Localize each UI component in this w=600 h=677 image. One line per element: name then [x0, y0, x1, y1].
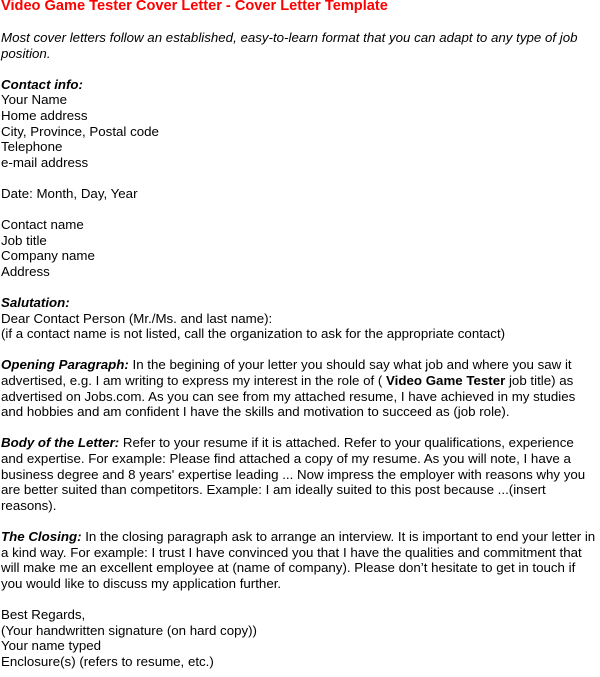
- contact-line-name: Your Name: [1, 92, 68, 108]
- letter-template-body: [1, 30, 599, 669]
- signoff-signature: (Your handwritten signature (on hard copy)): [1, 622, 257, 638]
- intro-paragraph: Most cover letters follow an established, easy-to-learn format that you can adapt to any type of job position.: [1, 30, 578, 61]
- closing-paragraph: [1, 529, 599, 591]
- signoff-regards: Best Regards,: [1, 606, 86, 622]
- salutation-line: Dear Contact Person (Mr./Ms. and last name):: [1, 310, 273, 326]
- closing-heading: The Closing:: [1, 529, 82, 544]
- recipient-contact-name: Contact name: [1, 217, 84, 233]
- recipient-section: [1, 217, 599, 279]
- body-heading: Body of the Letter:: [1, 435, 120, 451]
- salutation-note: (if a contact name is not listed, call the organization to ask for the appropriate contact): [1, 326, 506, 342]
- contact-line-telephone: Telephone: [1, 139, 63, 155]
- body-text: Refer to your resume if it is attached. Refer to your qualifications, experience and expertise. For example: Please find attached a copy of my resume. As you will note, I have a business degree and 8 years' expertise leading ... Now impress the employer with reasons why you are better suited than competitors. Example: I am ideally suited to this post because ...(insert reasons).: [1, 435, 586, 513]
- opening-paragraph: [1, 357, 599, 419]
- contact-line-email: e-mail address: [1, 154, 89, 170]
- signoff-name-typed: Your name typed: [1, 638, 102, 654]
- salutation-section: [1, 295, 599, 342]
- page-title: Video Game Tester Cover Letter - Cover Letter Template: [1, 0, 388, 14]
- signoff-enclosures: Enclosure(s) (refers to resume, etc.): [1, 653, 214, 669]
- recipient-job-title: Job title: [1, 232, 47, 248]
- recipient-company-name: Company name: [1, 248, 95, 264]
- opening-text-before: In the begining of your letter you should say what job and where you saw it advertised, e.g. I am writing to express my interest in the role of (: [1, 357, 572, 389]
- contact-line-city: City, Province, Postal code: [1, 123, 159, 139]
- contact-info-section: [1, 77, 599, 171]
- opening-text-after: job title) as advertised on Jobs.com. As you can see from my attached resume, I have achieved in my studies and hobbies and am confident I have the skills and motivation to succeed as (job role).: [1, 373, 576, 420]
- body-paragraph: [1, 435, 599, 513]
- recipient-address: Address: [1, 263, 50, 279]
- opening-job-title: Video Game Tester: [386, 373, 506, 389]
- closing-text: In the closing paragraph ask to arrange an interview. It is important to end your letter in a kind way. For example: I trust I have convinced you that I have the qualities and commitment that will make me an excellent employee at (name of company). Please don’t hesitate to get in touch if you would like to discuss my application further.: [1, 529, 596, 591]
- opening-heading: Opening Paragraph:: [1, 357, 129, 373]
- salutation-heading: Salutation:: [1, 295, 70, 311]
- contact-info-heading: Contact info:: [1, 76, 83, 92]
- contact-line-home-address: Home address: [1, 107, 88, 123]
- date-line: Date: Month, Day, Year: [1, 185, 138, 201]
- signoff-section: [1, 607, 599, 669]
